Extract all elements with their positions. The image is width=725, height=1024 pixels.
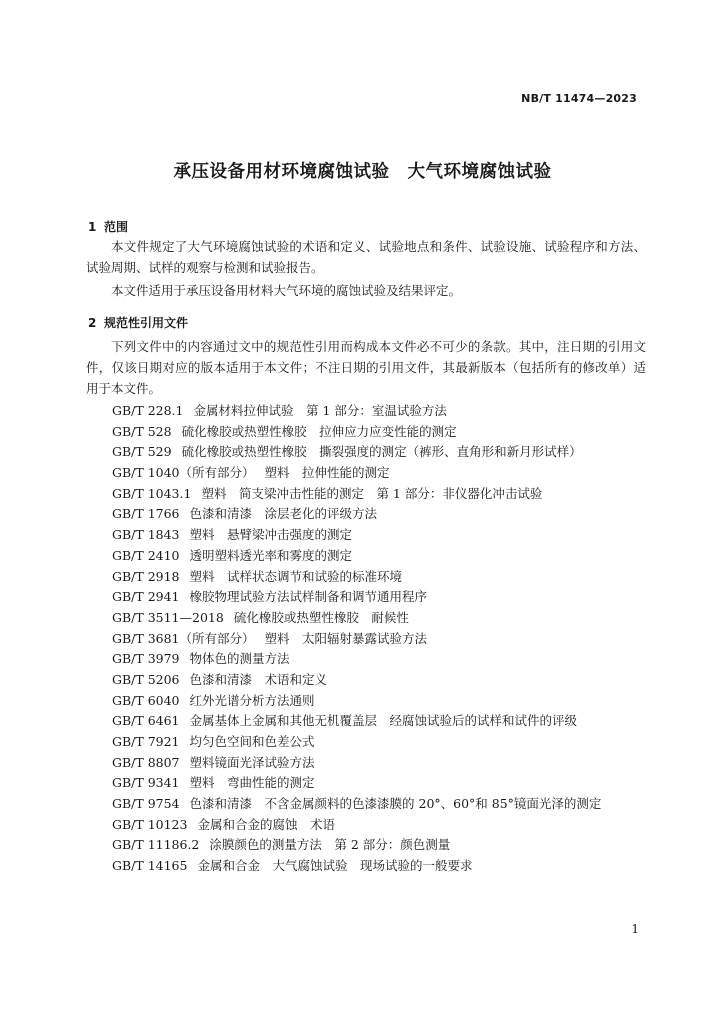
- reference-item: [112, 629, 601, 650]
- reference-code: GB/T 1766: [112, 506, 180, 522]
- reference-name: 塑料 试样状态调节和试验的标准环境: [189, 568, 403, 584]
- reference-code: GB/T 5206: [112, 671, 180, 687]
- reference-name: 金属和合金的腐蚀 术语: [197, 816, 335, 832]
- reference-code: GB/T 1843: [112, 527, 180, 543]
- reference-item: [112, 504, 601, 525]
- reference-code: GB/T 11186.2: [112, 837, 200, 853]
- reference-name: 硫化橡胶或热塑性橡胶 撕裂强度的测定（裤形、直角形和新月形试样）: [181, 444, 582, 460]
- reference-name: 塑料 弯曲性能的测定: [189, 775, 315, 791]
- reference-item: [112, 608, 601, 629]
- reference-item: [112, 794, 601, 815]
- reference-item: [112, 691, 601, 712]
- reference-code: GB/T 10123: [112, 816, 188, 832]
- reference-code: GB/T 3511—2018: [112, 609, 224, 625]
- reference-item: [112, 835, 601, 856]
- reference-name: 色漆和清漆 涂层老化的评级方法: [189, 506, 378, 522]
- reference-code: GB/T 9754: [112, 796, 180, 812]
- reference-item: [112, 401, 601, 422]
- reference-name: 色漆和清漆 不含金属颜料的色漆漆膜的 20°、60°和 85°镜面光泽的测定: [189, 796, 602, 812]
- reference-code: GB/T 7921: [112, 734, 180, 749]
- normative-references-intro: 下列文件中的内容通过文中的规范性引用而构成本文件必不可少的条款。其中，注日期的引用文件，仅该日期对应的版本适用于本文件；不注日期的引用文件，其最新版本（包括所有的修改单）适用于本文件。: [86, 339, 646, 396]
- section-1-title: 范围: [104, 220, 129, 234]
- reference-code: GB/T 528: [112, 423, 172, 439]
- reference-item: [112, 525, 601, 546]
- reference-name: 硫化橡胶或热塑性橡胶 拉伸应力应变性能的测定: [181, 423, 457, 439]
- reference-code: GB/T 529: [112, 444, 172, 460]
- reference-name: 塑料 悬臂梁冲击强度的测定: [189, 527, 353, 543]
- reference-code: GB/T 1040（所有部分）: [112, 465, 255, 481]
- reference-name: 硫化橡胶或热塑性橡胶 耐候性: [233, 609, 409, 625]
- reference-name: 金属材料拉伸试验 第 1 部分：室温试验方法: [193, 403, 447, 418]
- reference-item: [112, 753, 601, 774]
- section-1-heading: [88, 218, 128, 235]
- reference-code: GB/T 2941: [112, 589, 180, 605]
- reference-item: [112, 815, 601, 836]
- reference-code: GB/T 9341: [112, 775, 180, 791]
- reference-name: 塑料镜面光泽试验方法: [189, 754, 315, 770]
- section-2-heading: [88, 314, 188, 331]
- reference-name: 涂膜颜色的测量方法 第 2 部分：颜色测量: [209, 837, 451, 853]
- section-1-number: 1: [88, 220, 97, 234]
- section-2-number: 2: [88, 316, 97, 330]
- reference-name: 金属和合金 大气腐蚀试验 现场试验的一般要求: [197, 858, 473, 874]
- reference-item: [112, 856, 601, 877]
- reference-code: GB/T 14165: [112, 858, 188, 874]
- document-title: 承压设备用材环境腐蚀试验 大气环境腐蚀试验: [173, 162, 552, 182]
- reference-code: GB/T 3979: [112, 651, 180, 667]
- scope-paragraph-1: 本文件规定了大气环境腐蚀试验的术语和定义、试验地点和条件、试验设施、试验程序和方法、试验周期、试样的观察与检测和试验报告。: [86, 239, 646, 275]
- scope-paragraph-2: 本文件适用于承压设备用材料大气环境的腐蚀试验及结果评定。: [111, 283, 462, 298]
- reference-item: [112, 463, 601, 484]
- reference-item: [112, 442, 601, 463]
- reference-name: 透明塑料透光率和雾度的测定: [189, 547, 353, 563]
- reference-name: 均匀色空间和色差公式: [189, 734, 315, 749]
- reference-name: 红外光谱分析方法通则: [189, 692, 315, 708]
- reference-code: GB/T 6461: [112, 713, 180, 729]
- standard-number: NB/T 11474—2023: [521, 92, 637, 105]
- reference-item: [112, 422, 601, 443]
- reference-item: [112, 587, 601, 608]
- reference-code: GB/T 3681（所有部分）: [112, 630, 255, 646]
- reference-name: 塑料 太阳辐射暴露试验方法: [264, 630, 428, 646]
- reference-name: 橡胶物理试验方法试样制备和调节通用程序: [189, 589, 428, 605]
- reference-item: [112, 567, 601, 588]
- reference-code: GB/T 228.1: [112, 403, 184, 418]
- reference-item: [112, 773, 601, 794]
- reference-code: GB/T 8807: [112, 754, 180, 770]
- reference-name: 塑料 简支梁冲击性能的测定 第 1 部分：非仪器化冲击试验: [201, 485, 543, 501]
- reference-name: 色漆和清漆 术语和定义: [189, 671, 328, 687]
- reference-code: GB/T 1043.1: [112, 485, 192, 501]
- reference-item: [112, 546, 601, 567]
- reference-code: GB/T 2410: [112, 547, 180, 563]
- reference-item: [112, 484, 601, 505]
- reference-item: [112, 649, 601, 670]
- reference-item: [112, 732, 601, 753]
- reference-name: 塑料 拉伸性能的测定: [264, 465, 390, 481]
- reference-name: 金属基体上金属和其他无机覆盖层 经腐蚀试验后的试样和试件的评级: [189, 713, 578, 729]
- reference-item: [112, 670, 601, 691]
- reference-item: [112, 711, 601, 732]
- page-number: 1: [631, 922, 639, 936]
- reference-name: 物体色的测量方法: [189, 651, 290, 667]
- section-2-title: 规范性引用文件: [104, 316, 189, 330]
- reference-list: [112, 401, 601, 877]
- reference-code: GB/T 6040: [112, 692, 180, 708]
- reference-code: GB/T 2918: [112, 568, 180, 584]
